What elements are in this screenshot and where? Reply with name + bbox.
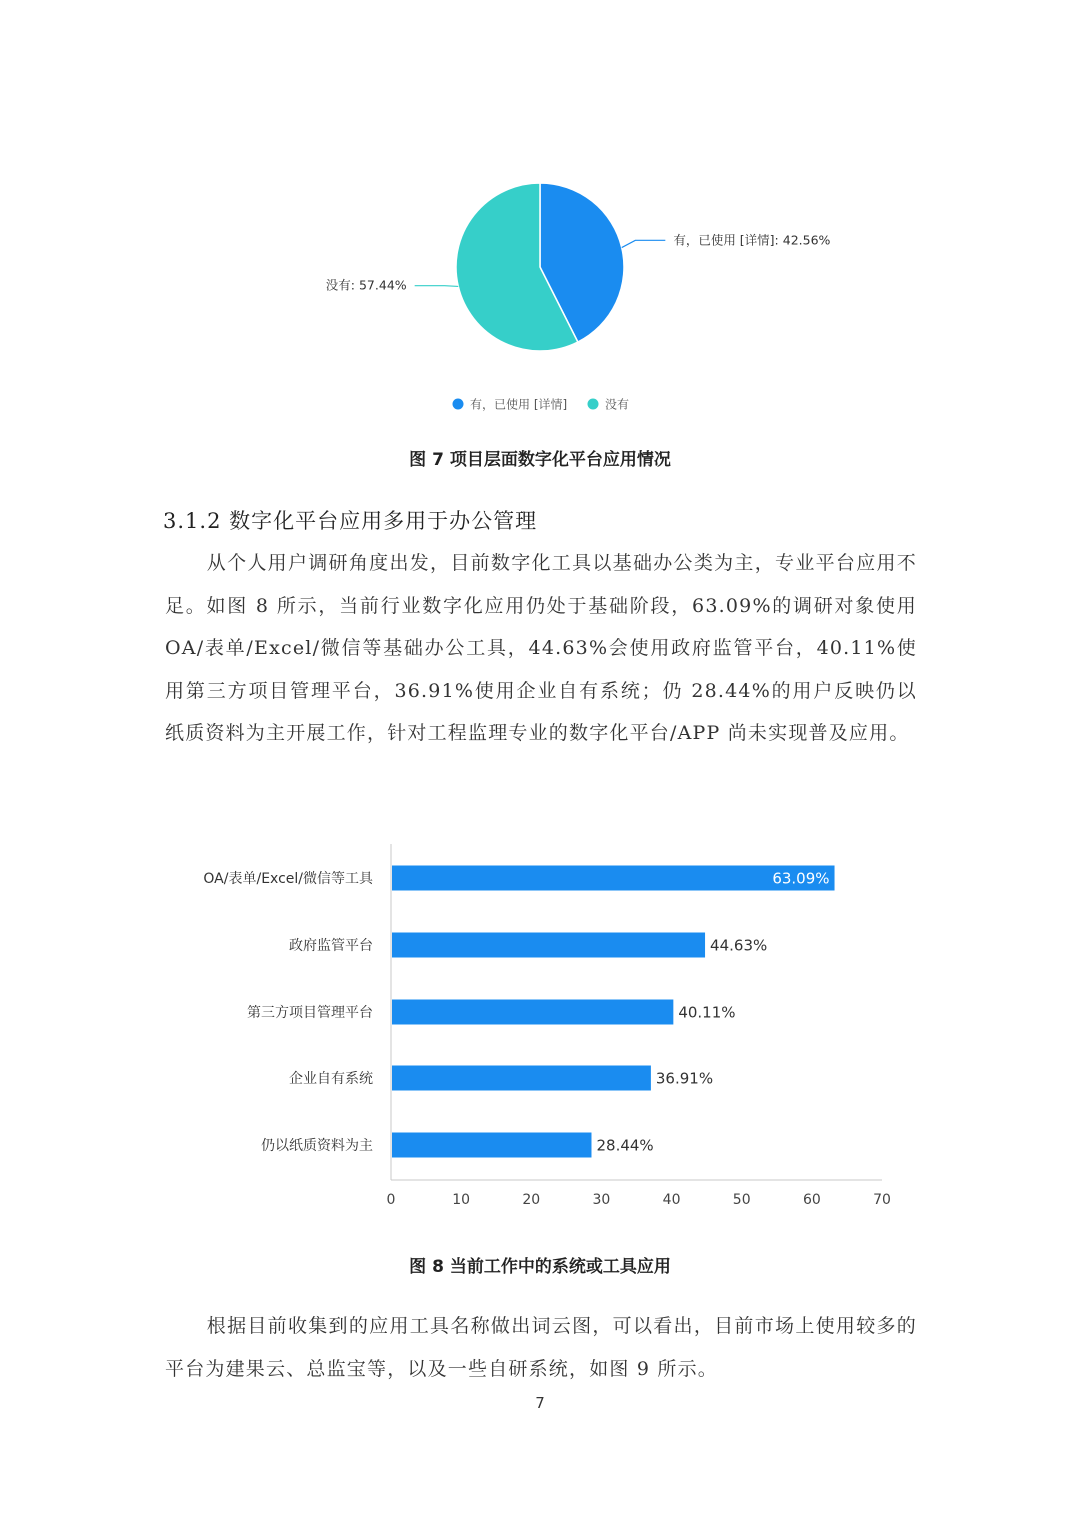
paragraph-1-text: 从个人用户调研角度出发，目前数字化工具以基础办公类为主，专业平台应用不足。如图 8 所示，当前行业数字化应用仍处于基础阶段，63.09%的调研对象使用 OA/表单/Excel/微信等基础办公工具，44.63%会使用政府监管平台，40.11%使用第三方项目管理平台，36.91%使用企业自有系统；仍 28.44%的用户反映仍以纸质资料为主开展工作，针对工程监理专业的数字化平台/APP 尚未实现普及应用。 <box>165 552 917 744</box>
value-label-0: 63.09% <box>772 869 830 888</box>
category-label-1: 政府监管平台 <box>289 938 373 954</box>
category-label-4: 仍以纸质资料为主 <box>261 1138 373 1154</box>
x-tick-label-1: 10 <box>452 1192 471 1208</box>
bar-3 <box>392 1066 651 1091</box>
figure-7-caption: 图 7 项目层面数字化平台应用情况 <box>409 450 671 470</box>
x-tick-label-3: 30 <box>592 1192 611 1208</box>
paragraph-2 <box>165 1305 917 1390</box>
x-tick-label-5: 50 <box>732 1192 751 1208</box>
x-tick-label-6: 60 <box>802 1192 821 1208</box>
figure-8-bar-chart <box>0 830 1080 1230</box>
x-tick-label-2: 20 <box>522 1192 541 1208</box>
legend-label-0: 有，已使用 [详情] <box>470 397 568 412</box>
value-label-3: 36.91% <box>655 1069 714 1088</box>
value-label-4: 28.44% <box>596 1136 654 1155</box>
legend-marker-0 <box>453 399 464 410</box>
paragraph-1 <box>165 542 917 755</box>
pie-leader-line-0 <box>622 240 666 247</box>
bar-4 <box>392 1133 591 1158</box>
pie-slice-label-1: 没有: 57.44% <box>325 277 407 293</box>
bar-0 <box>392 866 835 891</box>
bar-1 <box>392 933 705 958</box>
value-label-1: 44.63% <box>710 936 768 955</box>
pie-slice-label-0: 有，已使用 [详情]: 42.56% <box>673 232 831 248</box>
section-heading: 3.1.2 数字化平台应用多用于办公管理 <box>163 509 538 533</box>
paragraph-2-text: 根据目前收集到的应用工具名称做出词云图，可以看出，目前市场上使用较多的平台为建果云、总监宝等，以及一些自研系统，如图 9 所示。 <box>165 1315 917 1380</box>
figure-8-caption: 图 8 当前工作中的系统或工具应用 <box>409 1257 671 1277</box>
pie-leader-line-1 <box>415 286 459 287</box>
figure-7-pie-chart <box>0 160 1080 430</box>
x-tick-label-7: 70 <box>873 1192 891 1208</box>
x-tick-label-0: 0 <box>386 1192 396 1208</box>
legend-marker-1 <box>588 399 599 410</box>
category-label-2: 第三方项目管理平台 <box>247 1005 373 1021</box>
x-tick-label-4: 40 <box>662 1192 681 1208</box>
value-label-2: 40.11% <box>678 1003 736 1022</box>
category-label-3: 企业自有系统 <box>289 1071 373 1087</box>
legend-label-1: 没有 <box>605 397 630 412</box>
bar-2 <box>392 1000 673 1025</box>
category-label-0: OA/表单/Excel/微信等工具 <box>203 871 373 887</box>
page-number: 7 <box>535 1394 545 1412</box>
